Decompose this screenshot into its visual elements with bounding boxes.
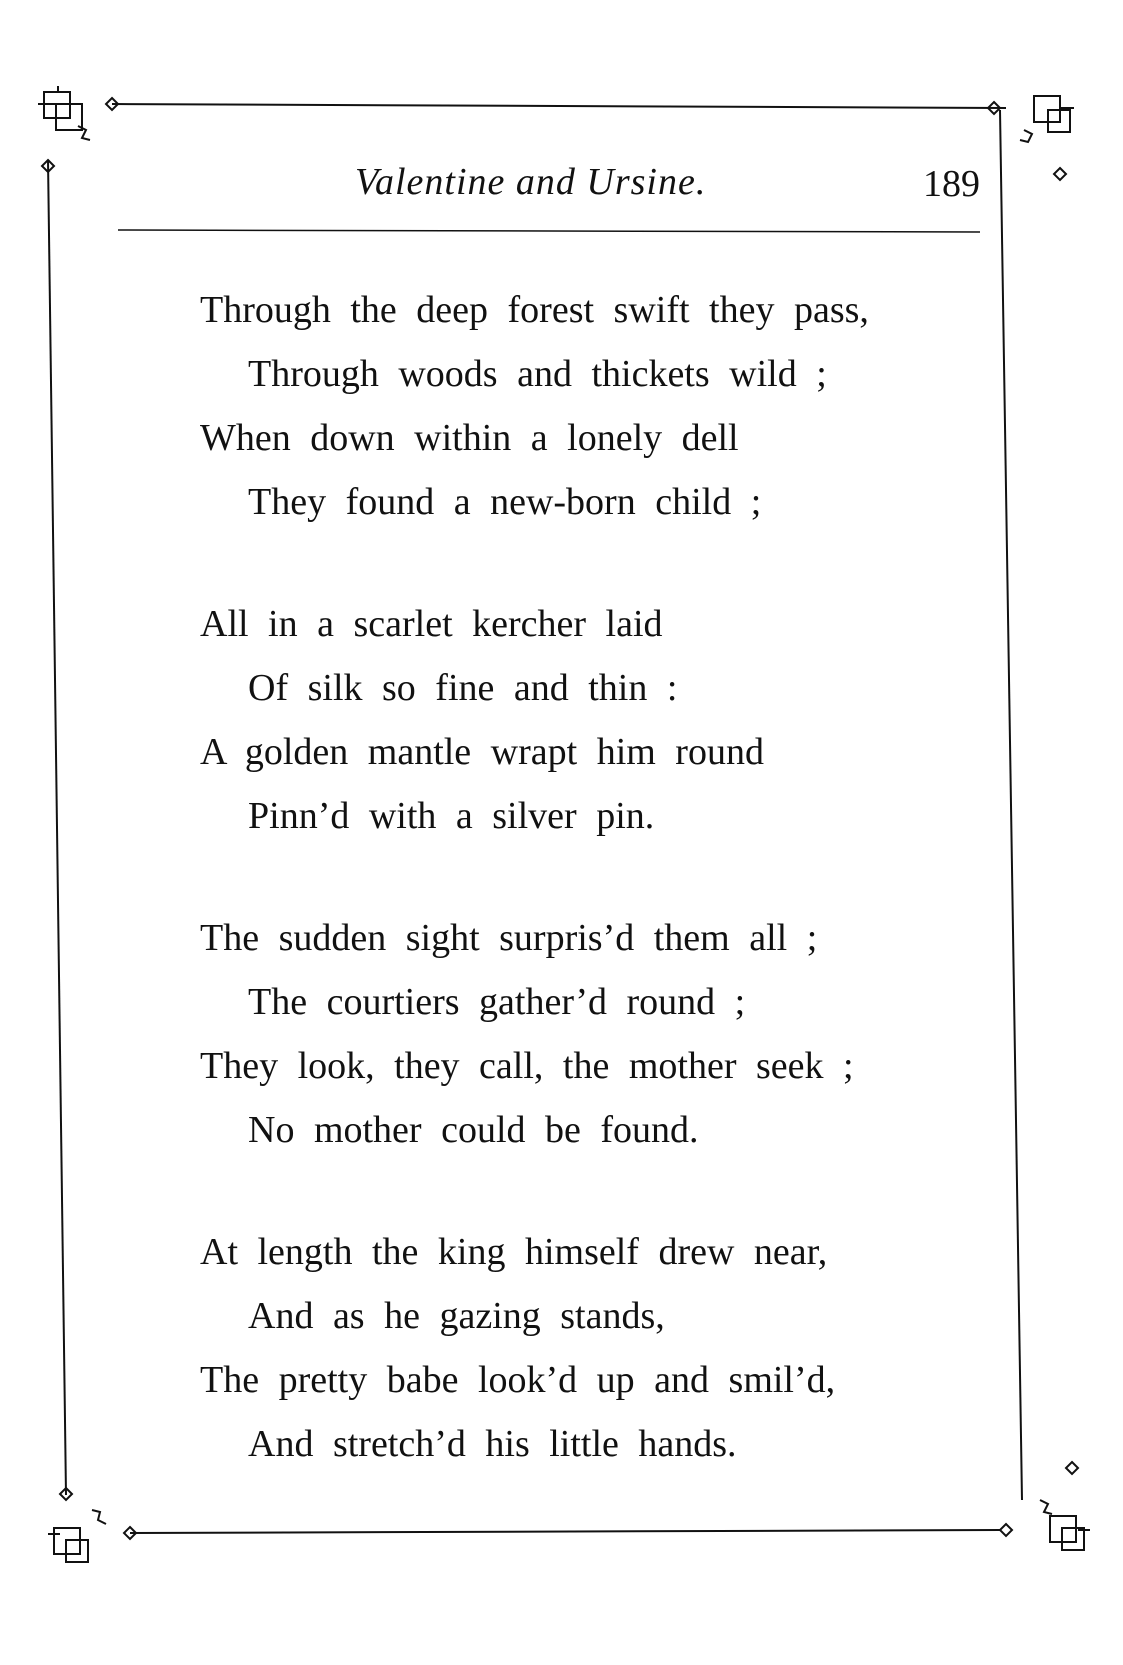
poem-line: The courtiers gather’d round ; [248, 981, 746, 1023]
poem-line: Of silk so fine and thin : [248, 667, 678, 709]
poem-line: All in a scarlet kercher laid [200, 603, 663, 645]
corner-ornament-icon [1020, 96, 1074, 142]
diamond-ornament-icon [1000, 1524, 1012, 1536]
poem-line: The pretty babe look’d up and smil’d, [200, 1359, 836, 1401]
stanza [200, 1220, 980, 1476]
header-rule [118, 230, 980, 232]
poem-body [200, 278, 980, 1534]
corner-ornament-icon [48, 1510, 106, 1562]
poem-line: And stretch’d his little hands. [248, 1423, 737, 1465]
poem-line: Through woods and thickets wild ; [248, 353, 827, 395]
poem-line: A golden mantle wrapt him round [200, 731, 764, 773]
diamond-ornament-icon [1066, 1462, 1078, 1474]
border-right-line [1000, 110, 1022, 1500]
page-number: 189 [923, 163, 980, 205]
stanza [200, 592, 980, 848]
poem-line: Through the deep forest swift they pass, [200, 289, 869, 331]
stanza [200, 906, 980, 1162]
running-title: Valentine and Ursine. [355, 161, 707, 203]
border-top-line [112, 104, 1006, 108]
poem-line: And as he gazing stands, [248, 1295, 665, 1337]
corner-ornament-icon [1040, 1500, 1090, 1550]
diamond-ornament-icon [1054, 168, 1066, 180]
poem-line: When down within a lonely dell [200, 417, 739, 459]
poem-line: No mother could be found. [248, 1109, 699, 1151]
poem-line: They look, they call, the mother seek ; [200, 1045, 854, 1087]
poem-line: They found a new-born child ; [248, 481, 762, 523]
stanza [200, 278, 980, 534]
poem-line: Pinn’d with a silver pin. [248, 795, 655, 837]
corner-ornament-icon [38, 86, 90, 140]
border-left-line [48, 160, 66, 1495]
running-header [120, 160, 980, 210]
poem-line: The sudden sight surpris’d them all ; [200, 917, 818, 959]
poem-line: At length the king himself drew near, [200, 1231, 828, 1273]
